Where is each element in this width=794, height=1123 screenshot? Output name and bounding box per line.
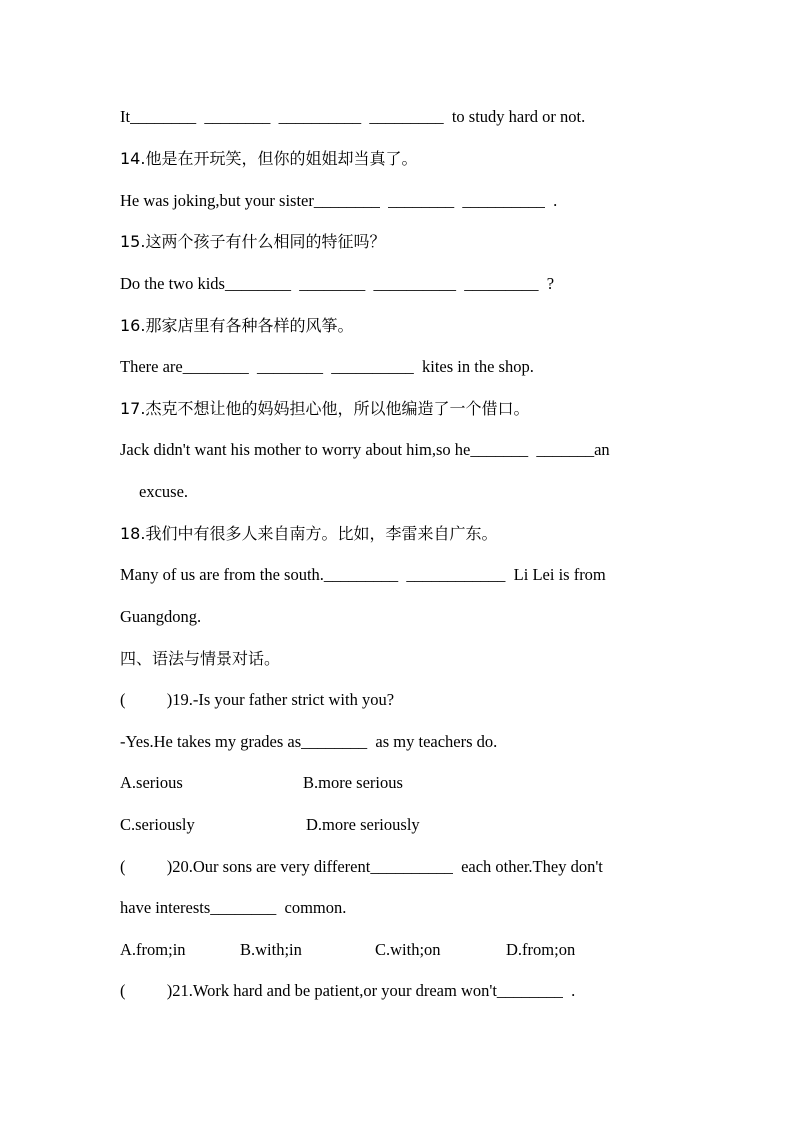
q21-question: ( )21.Work hard and be patient,or your dream won't________ . [120,981,576,1000]
q14-answer-line: He was joking,but your sister________ ________ __________ . [120,191,558,210]
q19-option-a: A.serious [120,773,183,792]
q15-answer-line: Do the two kids________ ________ __________ _________ ? [120,274,555,293]
q13-answer-line: It________ ________ __________ _________ to study hard or not. [120,107,586,126]
q20-option-d: D.from;on [506,940,576,959]
q19-reply: -Yes.He takes my grades as________ as my teachers do. [120,732,498,751]
section-heading: 四、语法与情景对话。 [120,649,281,668]
q20-option-a: A.from;in [120,940,186,959]
q20-option-b: B.with;in [240,940,302,959]
q17-answer-continuation: excuse. [139,482,189,501]
q15-prompt: 15.这两个孩子有什么相同的特征吗？ [120,232,386,251]
q18-prompt: 18.我们中有很多人来自南方。比如，李雷来自广东。 [120,524,498,543]
q19-option-d: D.more seriously [306,815,420,834]
q19-option-b: B.more serious [303,773,403,792]
q20-option-c: C.with;on [375,940,441,959]
q20-question: ( )20.Our sons are very different__________ each other.They don't [120,857,603,876]
q16-answer-line: There are________ ________ __________ kites in the shop. [120,357,534,376]
q17-prompt: 17.杰克不想让他的妈妈担心他，所以他编造了一个借口。 [120,399,530,418]
q16-prompt: 16.那家店里有各种各样的风筝。 [120,316,354,335]
q17-answer-line: Jack didn't want his mother to worry about him,so he_______ _______an [120,440,610,459]
q18-answer-line: Many of us are from the south._________ ____________ Li Lei is from [120,565,606,584]
q20-question-continuation: have interests________ common. [120,898,347,917]
q19-option-c: C.seriously [120,815,195,834]
q18-answer-continuation: Guangdong. [120,607,202,626]
q14-prompt: 14.他是在开玩笑，但你的姐姐却当真了。 [120,149,418,168]
q19-question: ( )19.-Is your father strict with you? [120,690,395,709]
